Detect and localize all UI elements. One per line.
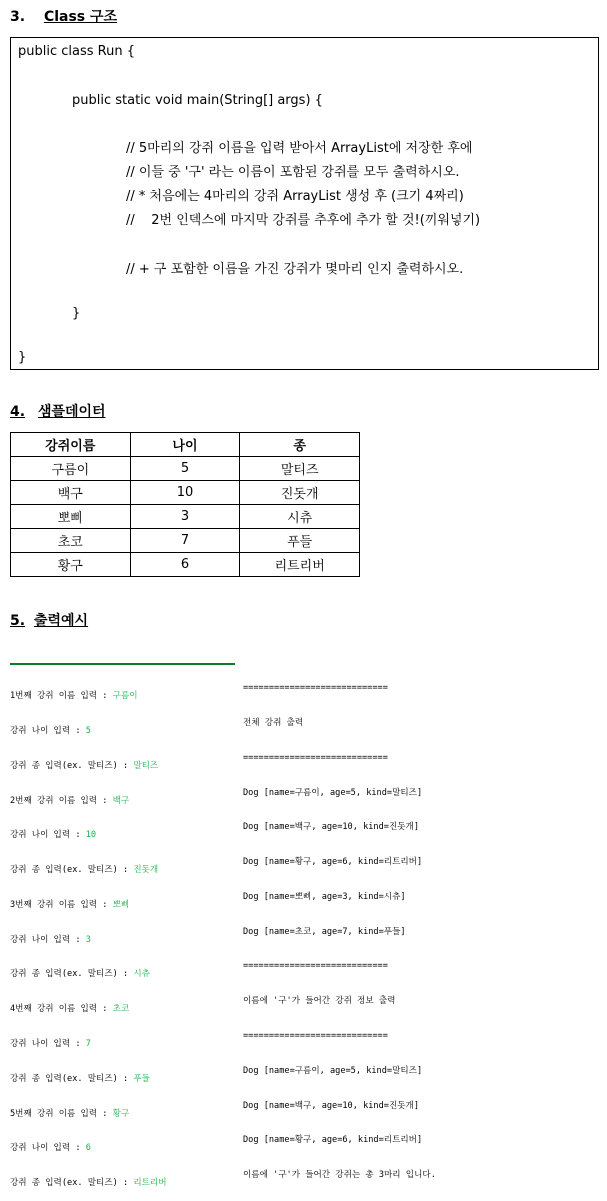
console-line: 강쥐 나이 입력 : 6 — [10, 1143, 91, 1154]
console-line: 강쥐 나이 입력 : 10 — [10, 830, 97, 841]
table-cell: 말티즈 — [240, 457, 360, 481]
console-line: 강쥐 나이 입력 : 7 — [10, 1039, 91, 1049]
section-title: Class 구조 — [43, 9, 118, 25]
console-line: 전체 강쥐 출력 — [243, 717, 304, 728]
section-4-heading — [10, 401, 106, 421]
console-line: 이름에 '구'가 들어간 강쥐 정보 출력 — [243, 996, 396, 1007]
table-header-row — [11, 433, 360, 457]
column-header: 강쥐이름 — [11, 433, 131, 457]
console-line: Dog [name=뽀삐, age=3, kind=시츄] — [243, 891, 406, 902]
console-line: ============================ — [243, 1031, 388, 1041]
class-structure-box — [10, 37, 599, 370]
console-line: 4번째 강쥐 이름 입력 : 초코 — [10, 1004, 130, 1015]
console-line: Dog [name=황구, age=6, kind=리트리버] — [243, 1135, 423, 1146]
code-line-main: public static void main(String[] args) { — [72, 93, 323, 108]
code-close-inner: } — [72, 306, 81, 321]
console-line: 1번째 강쥐 이름 입력 : 구름이 — [10, 691, 138, 702]
section-5-heading — [10, 610, 88, 630]
console-input-panel — [10, 663, 235, 1189]
console-line: ============================ — [243, 961, 388, 972]
console-line: 2번째 강쥐 이름 입력 : 백구 — [10, 795, 130, 806]
table-cell: 10 — [130, 481, 240, 505]
section-title: 출력예시 — [33, 613, 89, 629]
console-line: 강쥐 종 입력(ex. 말티즈) : 리트리버 — [10, 1178, 167, 1189]
console-line: 강쥐 나이 입력 : 3 — [10, 934, 91, 945]
table-cell: 백구 — [11, 481, 131, 505]
code-comment-2: // 이들 중 '구' 라는 이름이 포함된 강쥐를 모두 출력하시오. — [126, 165, 460, 180]
console-line: ============================ — [243, 752, 388, 763]
table-row — [11, 481, 360, 505]
console-line: Dog [name=초코, age=7, kind=푸들] — [243, 926, 406, 937]
table-cell: 뽀삐 — [11, 505, 131, 529]
console-line: 강쥐 종 입력(ex. 말티즈) : 시츄 — [10, 969, 150, 980]
table-cell: 리트리버 — [240, 553, 360, 577]
table-cell: 5 — [130, 457, 240, 481]
table-cell: 구름이 — [11, 457, 131, 481]
column-header: 종 — [240, 433, 360, 457]
code-comment-5: // + 구 포함한 이름을 가진 강쥐가 몇마리 인지 출력하시오. — [126, 262, 464, 277]
table-row — [11, 553, 360, 577]
code-comment-3: // * 처음에는 4마리의 강쥐 ArrayList 생성 후 (크기 4짜리) — [126, 189, 464, 204]
code-line-class: public class Run { — [18, 44, 135, 59]
console-output-panel — [243, 660, 603, 1193]
console-line: Dog [name=백구, age=10, kind=진돗개] — [243, 822, 420, 833]
console-line: Dog [name=백구, age=10, kind=진돗개] — [243, 1100, 420, 1111]
code-comment-1: // 5마리의 강쥐 이름을 입력 받아서 ArrayList에 저장한 후에 — [126, 141, 473, 156]
table-cell: 6 — [130, 553, 240, 577]
table-cell: 7 — [130, 529, 240, 553]
sample-data-table — [10, 432, 360, 577]
section-3-heading — [10, 6, 117, 26]
console-line: ============================ — [243, 683, 388, 694]
section-number: 4. — [10, 404, 26, 420]
console-line: 강쥐 나이 입력 : 5 — [10, 725, 91, 736]
console-line: 3번째 강쥐 이름 입력 : 뽀삐 — [10, 899, 130, 910]
table-cell: 시츄 — [240, 505, 360, 529]
table-cell: 푸들 — [240, 529, 360, 553]
table-row — [11, 529, 360, 553]
console-line: Dog [name=구름이, age=5, kind=말티즈] — [243, 1065, 423, 1076]
table-row — [11, 457, 360, 481]
console-line: 강쥐 종 입력(ex. 말티즈) : 푸들 — [10, 1073, 150, 1084]
console-line: 5번째 강쥐 이름 입력 : 황구 — [10, 1108, 130, 1119]
console-line: 이름에 '구'가 들어간 강쥐는 총 3마리 입니다. — [243, 1170, 436, 1181]
table-row — [11, 505, 360, 529]
column-header: 나이 — [130, 433, 240, 457]
table-cell: 3 — [130, 505, 240, 529]
table-cell: 진돗개 — [240, 481, 360, 505]
table-cell: 황구 — [11, 553, 131, 577]
console-line: Dog [name=황구, age=6, kind=리트리버] — [243, 857, 423, 868]
section-number: 5. — [10, 613, 26, 629]
code-comment-4: // 2번 인덱스에 마지막 강쥐를 추후에 추가 할 것!(끼워넣기) — [126, 213, 481, 228]
section-number: 3. — [10, 9, 26, 25]
code-close-outer: } — [18, 350, 27, 365]
table-cell: 초코 — [11, 529, 131, 553]
console-line: Dog [name=구름이, age=5, kind=말티즈] — [243, 787, 423, 798]
section-title: 샘플데이터 — [37, 404, 106, 420]
console-line: 강쥐 종 입력(ex. 말티즈) : 진돗개 — [10, 865, 159, 876]
console-line: 강쥐 종 입력(ex. 말티즈) : 말티즈 — [10, 760, 159, 771]
